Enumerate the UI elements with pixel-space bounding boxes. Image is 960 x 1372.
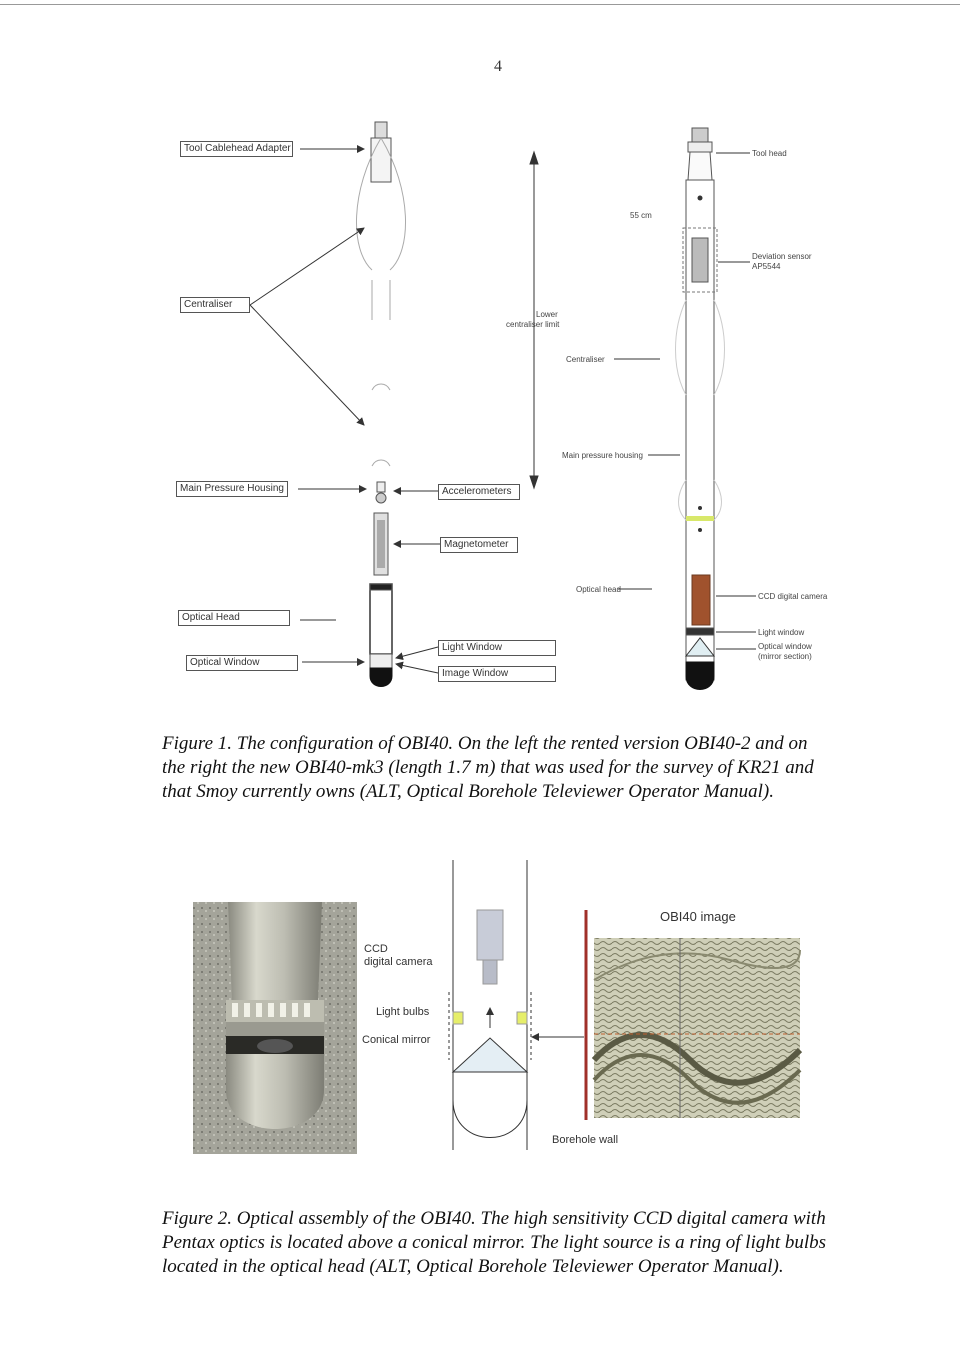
page-number: 4 bbox=[494, 58, 502, 75]
label-optical-head: Optical Head bbox=[178, 610, 290, 626]
label-centraliser: Centraliser bbox=[180, 297, 250, 313]
label-image-window: Image Window bbox=[438, 666, 556, 682]
label-digital-camera: digital camera bbox=[364, 956, 433, 968]
label-light-window: Light Window bbox=[438, 640, 556, 656]
figure-2-caption bbox=[162, 1207, 862, 1279]
label-right-light-window: Light window bbox=[758, 628, 805, 637]
label-55cm: 55 cm bbox=[630, 211, 652, 220]
label-light-bulbs: Light bulbs bbox=[376, 1006, 430, 1018]
label-right-mirror-section: (mirror section) bbox=[758, 652, 812, 661]
figure-2-drawing bbox=[0, 850, 960, 1170]
optical-schematic bbox=[449, 860, 584, 1150]
label-deviation-model: AP5544 bbox=[752, 262, 781, 271]
label-ccd: CCD bbox=[364, 943, 388, 955]
label-right-centraliser: Centraliser bbox=[566, 355, 605, 364]
label-obi40-image: OBI40 image bbox=[660, 909, 736, 924]
right-tool bbox=[676, 128, 725, 690]
figure-2-caption-line-1: Figure 2. Optical assembly of the OBI40. The high sensitivity CCD digital camera with bbox=[162, 1208, 826, 1229]
label-tool-head: Tool head bbox=[752, 149, 787, 158]
figure-1-caption bbox=[162, 732, 862, 804]
obi40-image bbox=[586, 910, 800, 1120]
figure-2-caption-line-3: located in the optical head (ALT, Optical Borehole Televiewer Operator Manual). bbox=[162, 1256, 784, 1277]
label-ccd-camera: CCD digital camera bbox=[758, 592, 828, 601]
label-borehole-wall: Borehole wall bbox=[552, 1134, 619, 1146]
label-lower-centraliser-1: Lower bbox=[536, 310, 558, 319]
figure-1-caption-line-2: the right the new OBI40-mk3 (length 1.7 m) that was used for the survey of KR21 and bbox=[162, 757, 814, 778]
label-magnetometer: Magnetometer bbox=[440, 537, 518, 553]
label-main-pressure-housing: Main Pressure Housing bbox=[176, 481, 288, 497]
label-deviation-sensor: Deviation sensor bbox=[752, 252, 812, 261]
figure-2 bbox=[0, 850, 960, 1170]
label-conical-mirror: Conical mirror bbox=[362, 1034, 431, 1046]
figure-2-caption-line-2: Pentax optics is located above a conical mirror. The light source is a ring of light bulbs bbox=[162, 1232, 827, 1253]
label-right-optical-head: Optical head bbox=[576, 585, 621, 594]
label-right-optical-window: Optical window bbox=[758, 642, 812, 651]
left-tool bbox=[356, 122, 405, 687]
figure-1-caption-line-3: that Smoy currently owns (ALT, Optical Borehole Televiewer Operator Manual). bbox=[162, 781, 774, 802]
figure-1-caption-line-1: Figure 1. The configuration of OBI40. On the left the rented version OBI40-2 and on bbox=[162, 733, 808, 754]
tool-photo bbox=[193, 902, 357, 1154]
label-accelerometers: Accelerometers bbox=[438, 484, 520, 500]
label-lower-centraliser-2: centraliser limit bbox=[506, 320, 560, 329]
label-right-main-pressure: Main pressure housing bbox=[562, 451, 643, 460]
label-optical-window: Optical Window bbox=[186, 655, 298, 671]
label-tool-cablehead-adapter: Tool Cablehead Adapter bbox=[180, 141, 293, 157]
